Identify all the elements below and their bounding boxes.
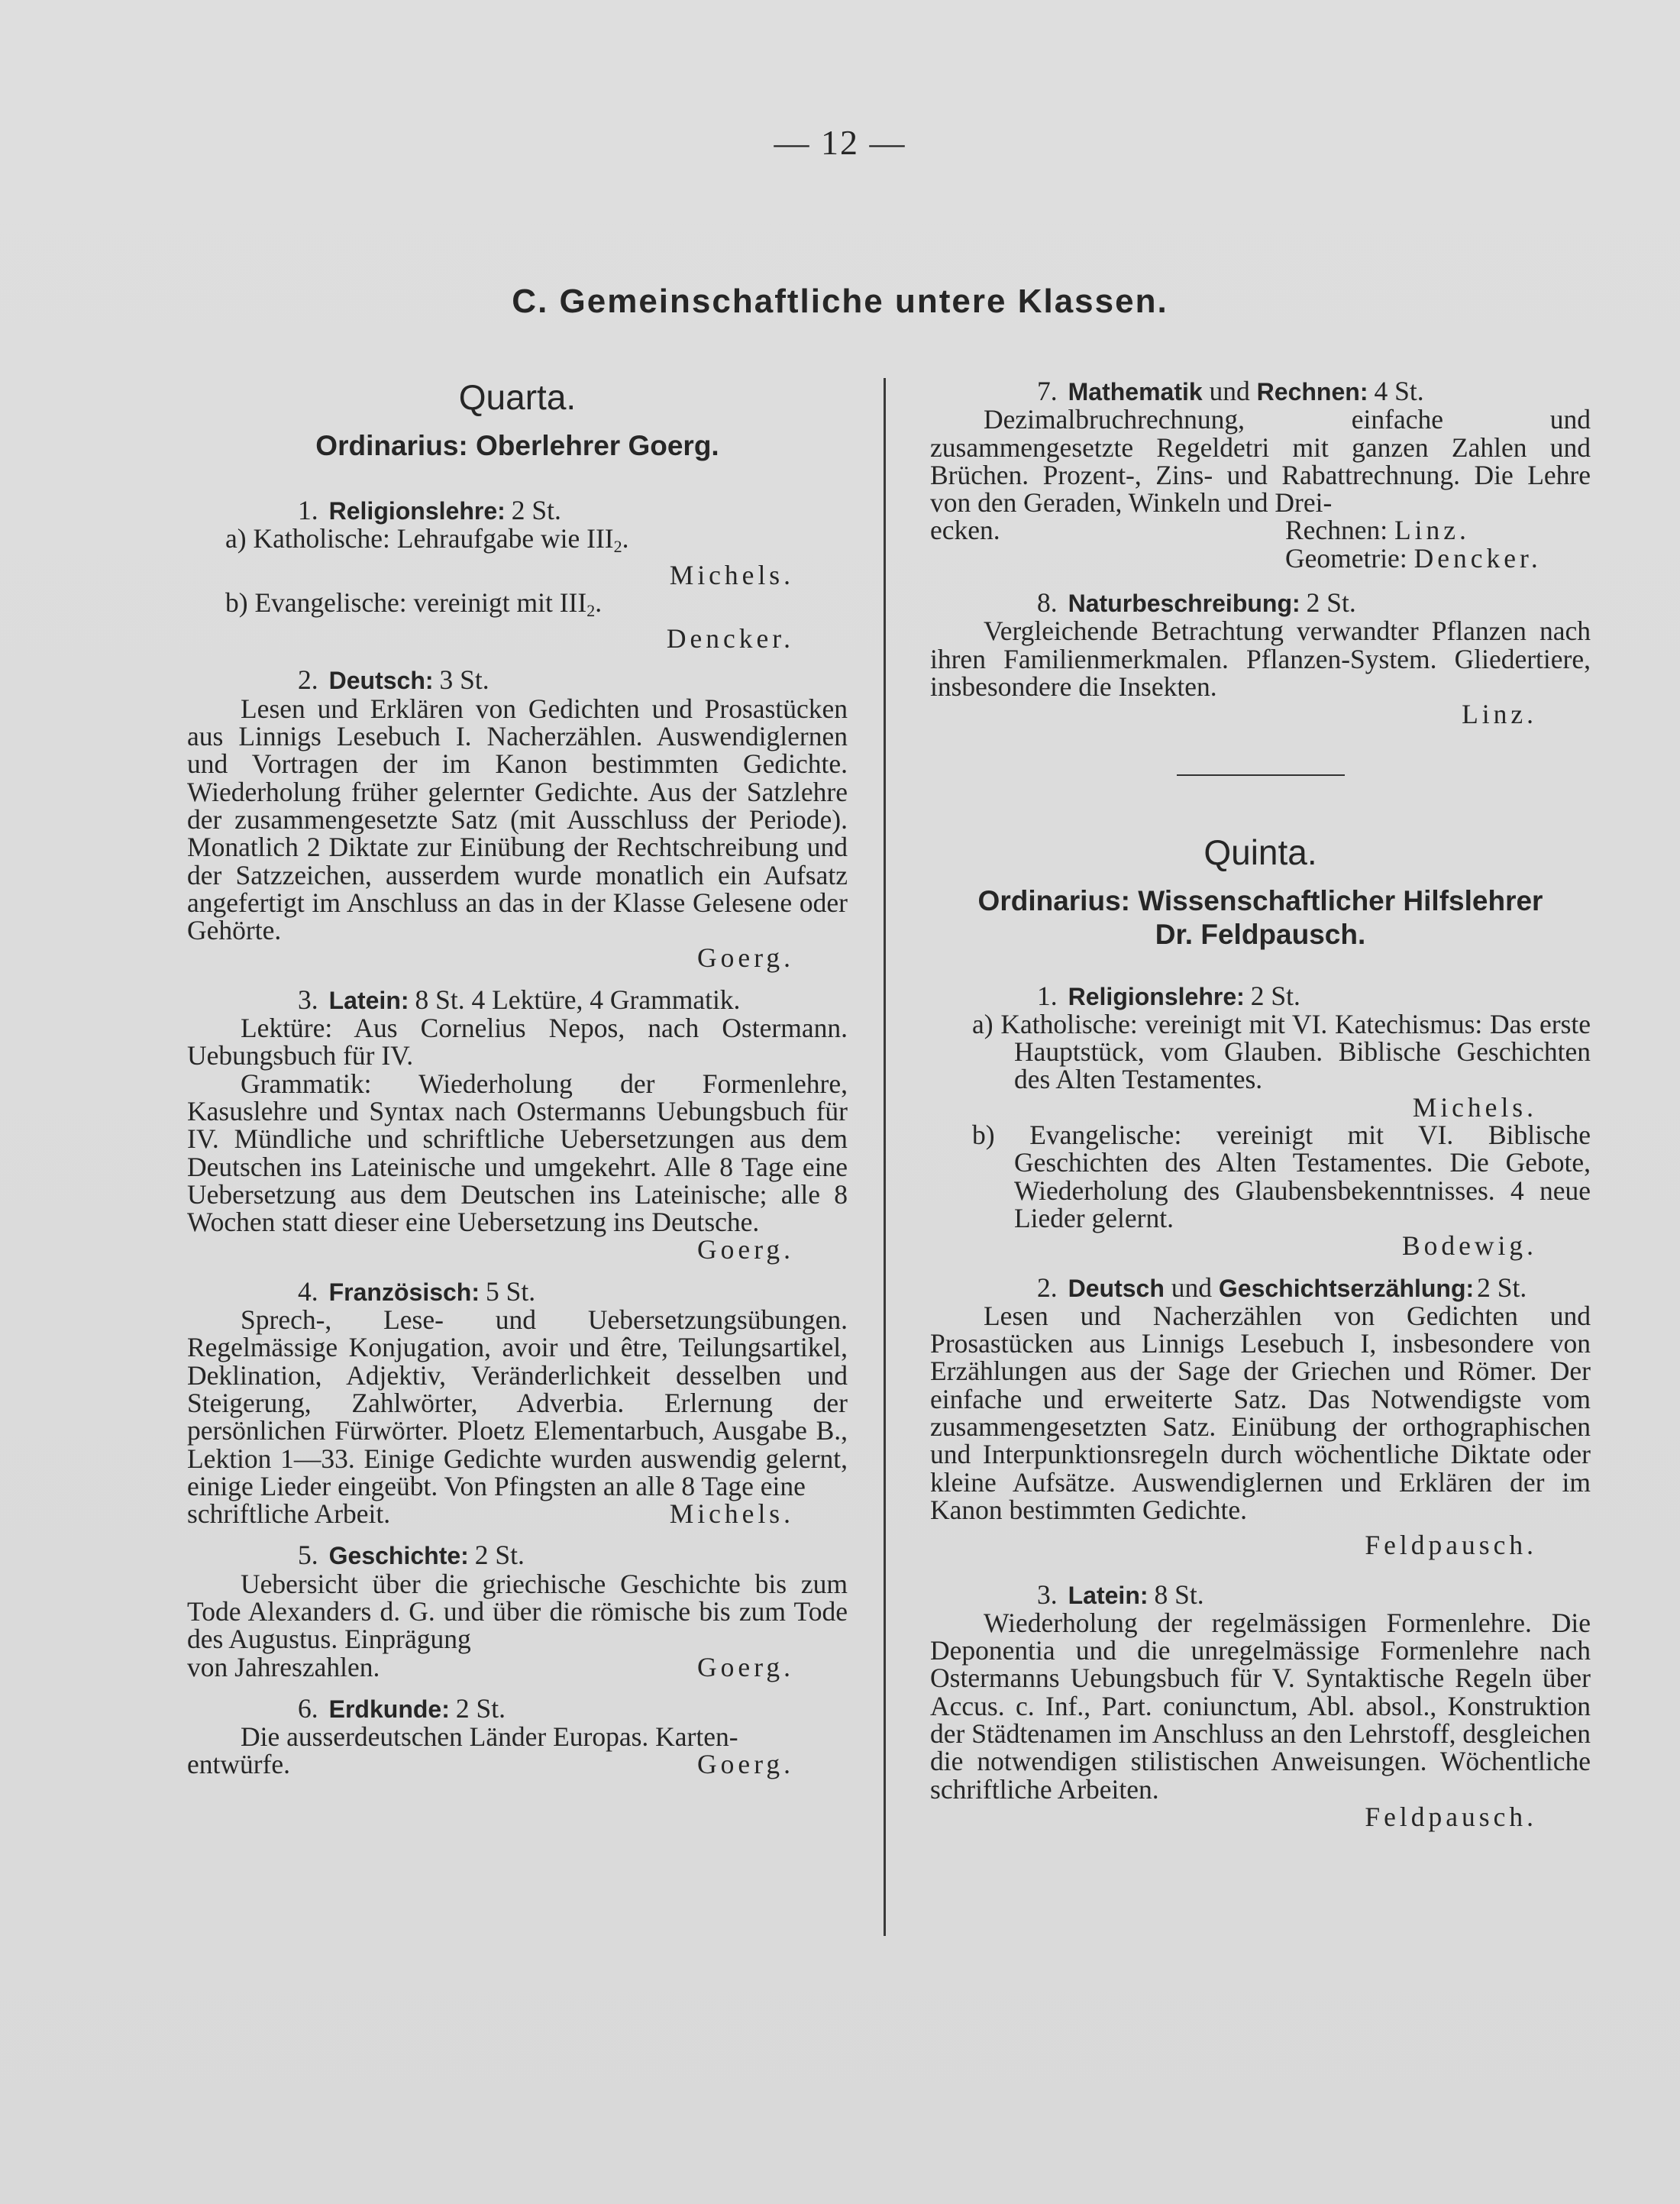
subject-text-end: von Jahreszahlen. [187, 1651, 380, 1682]
subject-hours: 3 St. [439, 664, 489, 696]
subject-number: 2. [298, 664, 318, 696]
teacher-name: Michels. [669, 559, 794, 590]
ordinarius-quinta-name: Dr. Feldpausch. [1155, 918, 1366, 950]
subject-hours: 8 St. [1154, 1579, 1204, 1610]
subject-name: Französisch: [328, 1278, 480, 1306]
teacher-line [930, 542, 1591, 574]
item-label: a) [225, 523, 247, 554]
subject-number: 8. [1037, 587, 1058, 619]
subject-name-connector: und [1171, 1272, 1212, 1303]
list-item [187, 589, 848, 625]
subject-hours: 2 St. [1250, 980, 1300, 1011]
class-title-quarta: Quarta. [458, 377, 577, 417]
ordinarius-quarta: Ordinarius: Oberlehrer Goerg. [315, 430, 719, 461]
subject-heading [187, 1541, 848, 1569]
subject-name: Latein: [1068, 1581, 1149, 1609]
subject-name: Religionslehre: [1068, 982, 1245, 1010]
subject-name-connector: und [1209, 376, 1250, 406]
subject-text-end: entwürfe. [187, 1749, 291, 1780]
teacher-name: Goerg. [697, 1651, 794, 1682]
teacher-name: Goerg. [697, 1749, 794, 1780]
subject-heading [187, 666, 848, 694]
subject-text: Sprech-, Lese- und Uebersetzungsübungen. Regelmässige Konjugation, avoir und être, Teilungsartikel, Deklination, Adjektiv, Veränderlichkeit desselben und Steigerung, Zahlwörter, Adverbia. Erlernung der persönlichen Fürwörter. Ploetz Elementarbuch, Ausgabe B., Lektion 1—33. Einige Gedichte wurden auswendig gelernt, einige Lieder eingeübt. Von Pfingsten an alle 8 Tage eine [187, 1304, 848, 1501]
teacher-name: Dencker. [666, 623, 794, 654]
subject-name: Erdkunde: [328, 1695, 450, 1723]
item-text: Evangelische: vereinigt mit VI. Biblische Geschichten des Alten Testamentes. Die Gebote, Wiederholung des Glaubensbekenntnisses. 4 neue Lieder gelernt. [1014, 1120, 1591, 1233]
subject-name: Mathematik [1068, 378, 1203, 406]
subject-text: Lesen und Nacherzählen von Gedichten und Prosastücken aus Linnigs Lesebuch I, insbesondere von Erzählungen aus der Sage der Griechen und Römer. Der einfache und erweiterte Satz. Das Notwendigste vom zusammengesetzten Satz. Einübung der orthographischen und Interpunktionsregeln durch wöchentliche Diktate oder kleine Aufsätze. Auswendiglernen und Erklären der im Kanon bestimmten Gedichte. [930, 1300, 1591, 1525]
teacher-name: Michels. [669, 1498, 794, 1530]
teacher-name: Feldpausch. [1365, 1801, 1537, 1832]
subject-number: 1. [298, 495, 318, 525]
subject-hours: 2 St. [511, 495, 561, 525]
subject-text: Grammatik: Wiederholung der Formenlehre, Kasuslehre und Syntax nach Ostermanns Uebungsbuch für IV. Mündliche und schriftliche Uebersetzungen aus dem Deutschen ins Lateinische und umgekehrt. Alle 8 Tage eine Uebersetzung aus dem Deutschen ins Lateinische; alle 8 Wochen statt dieser eine Uebersetzung ins Deutsche. [187, 1068, 848, 1238]
subject-heading [930, 1581, 1591, 1609]
teacher-name: Linz. [1394, 515, 1470, 546]
subject-heading [930, 377, 1591, 406]
subject-name-2: Rechnen: [1256, 378, 1368, 406]
list-item [930, 1010, 1591, 1094]
subject-number: 7. [1037, 376, 1058, 406]
subject-heading [187, 1692, 848, 1724]
ordinarius-quinta: Ordinarius: Wissenschaftlicher Hilfslehrer [977, 884, 1543, 916]
subject-name-2: Geschichtserzählung: [1218, 1274, 1475, 1302]
last-line [187, 1498, 848, 1530]
subject-number: 2. [1037, 1272, 1058, 1303]
teacher-name: Goerg. [697, 942, 794, 974]
subject-name: Deutsch: [328, 667, 434, 695]
column-divider [884, 378, 886, 1936]
list-item [930, 1121, 1591, 1232]
subject-text-end: schriftliche Arbeit. [187, 1498, 391, 1530]
subject-number: 5. [298, 1540, 318, 1571]
teacher-name: Bodewig. [1401, 1230, 1537, 1262]
subject-heading [187, 986, 848, 1014]
subject-text: Vergleichende Betrachtung verwandter Pflanzen nach ihren Familienmerkmalen. Pflanzen-System. Gliedertiere, insbesondere die Insekten. [930, 616, 1591, 702]
subject-hours: 2 St. [455, 1692, 506, 1724]
last-line [187, 1653, 848, 1681]
last-line [187, 1750, 848, 1778]
item-label: b) [972, 1120, 995, 1151]
subject-number: 3. [1037, 1579, 1058, 1610]
class-title-quinta: Quinta. [1203, 832, 1317, 872]
subject-name: Religionslehre: [328, 497, 506, 525]
left-column [187, 367, 848, 1779]
subject-hours: 5 St. [486, 1275, 536, 1307]
teacher-label: Rechnen: [1285, 515, 1388, 546]
subject-heading [187, 1275, 848, 1307]
subject-heading [930, 982, 1591, 1010]
subject-text: Lektüre: Aus Cornelius Nepos, nach Ostermann. Uebungsbuch für IV. [187, 1013, 848, 1071]
section-divider [1177, 774, 1345, 776]
teacher-name: Michels. [1412, 1091, 1537, 1123]
page-number: — 12 — [774, 123, 906, 162]
subject-hours: 2 St. [474, 1540, 525, 1571]
subject-hours: 2 St. [1477, 1272, 1527, 1303]
subject-name: Naturbeschreibung: [1068, 590, 1300, 618]
item-text: Katholische: Lehraufgabe wie III [253, 523, 614, 554]
item-end: . [595, 587, 603, 618]
item-end: . [622, 523, 629, 554]
teacher-name: Dencker. [1413, 542, 1542, 574]
subject-text: Uebersicht über die griechische Geschichte bis zum Tode Alexanders d. G. und über die römische bis zum Tode des Augustus. Einprägung [187, 1568, 848, 1655]
teacher-entry [1285, 542, 1591, 574]
subject-heading [187, 496, 848, 525]
teacher-label: Geometrie: [1285, 542, 1407, 574]
subject-heading [930, 1274, 1591, 1302]
subject-hours: 2 St. [1306, 587, 1356, 619]
subject-hours: 8 St. 4 Lektüre, 4 Grammatik. [415, 984, 741, 1015]
subject-heading [930, 589, 1591, 617]
subject-number: 6. [298, 1692, 318, 1724]
subscript: 2 [613, 537, 622, 557]
subscript: 2 [586, 600, 596, 620]
subject-text: Lesen und Erklären von Gedichten und Prosastücken aus Linnigs Lesebuch I. Nacherzählen. Auswendiglernen und Vortragen der im Kanon bestimmten Gedichte. Wiederholung früher gelernter Gedichte. Aus der Satzlehre der zusammengesetzte Satz (mit Ausschluss der Periode). Monatlich 2 Diktate zur Einübung der Rechtschreibung und der Satzzeichen, ausserdem wurde monatlich ein Aufsatz angefertigt im Anschluss an das in der Klasse Gelesene oder Gehörte. [187, 693, 848, 946]
subject-hours: 4 St. [1374, 376, 1424, 406]
subject-number: 4. [298, 1275, 318, 1307]
subject-name: Geschichte: [328, 1542, 469, 1570]
item-label: b) [225, 587, 248, 618]
teacher-name: Feldpausch. [1365, 1530, 1537, 1561]
teacher-name: Linz. [1462, 699, 1537, 730]
teacher-entry [1285, 516, 1591, 544]
item-text: Katholische: vereinigt mit VI. Katechismus: Das erste Hauptstück, vom Glauben. Biblische Geschichten des Alten Testamentes. [1000, 1008, 1591, 1095]
section-title: C. Gemeinschaftliche untere Klassen. [512, 283, 1168, 320]
teacher-name: Goerg. [697, 1234, 794, 1265]
subject-name: Latein: [328, 986, 409, 1014]
subject-name: Deutsch [1068, 1274, 1165, 1302]
item-text: Evangelische: vereinigt mit III [254, 587, 587, 618]
last-line [930, 516, 1591, 544]
subject-text: Dezimalbruchrechnung, einfache und zusammengesetzte Regeldetri mit ganzen Zahlen und Brüchen. Prozent-, Zins- und Rabattrechnung. Die Lehre von den Geraden, Winkeln und Drei- [930, 404, 1591, 519]
list-item [187, 525, 848, 561]
subject-text-end: ecken. [930, 515, 1000, 546]
subject-text: Wiederholung der regelmässigen Formenlehre. Die Deponentia und die unregelmässige Formenlehre nach Ostermanns Uebungsbuch für V. Syntaktische Regeln über Accus. c. Inf., Part. coniunctum, Abl. absol., Konstruktion der Städtenamen im Anschluss an den Lehrstoff, desgleichen die notwendigen stilistischen Anweisungen. Wöchentliche schriftliche Arbeiten. [930, 1607, 1591, 1805]
subject-text: Die ausserdeutschen Länder Europas. Karten- [241, 1721, 738, 1753]
item-label: a) [972, 1008, 993, 1039]
right-column [930, 367, 1591, 1831]
subject-number: 3. [298, 984, 318, 1015]
subject-number: 1. [1037, 980, 1058, 1011]
